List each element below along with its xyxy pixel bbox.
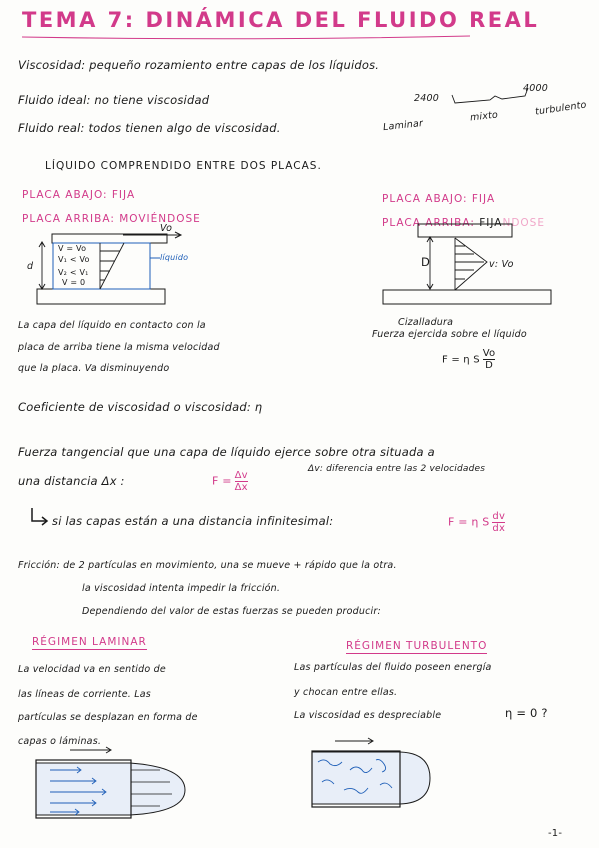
laminar-label: Laminar xyxy=(382,117,424,134)
der-placa-abajo: PLACA ABAJO: FIJA xyxy=(382,193,496,205)
regimen-turbulento-heading: RÉGIMEN TURBULENTO xyxy=(346,640,488,652)
viscosidad-def: Viscosidad: pequeño rozamiento entre capas de los líquidos. xyxy=(18,58,380,72)
fluido-ideal-def: Fluido ideal: no tiene viscosidad xyxy=(18,93,210,107)
fig-izq-d: d xyxy=(27,261,34,272)
laminar-line-3: partículas se desplazan en forma de xyxy=(18,712,198,723)
page-title: TEMA 7: DINÁMICA DEL FLUIDO REAL xyxy=(22,8,540,32)
mixto-label: mixto xyxy=(469,109,499,124)
laminar-line-2: las líneas de corriente. Las xyxy=(18,689,151,700)
capa-line-2: placa de arriba tiene la misma velocidad xyxy=(18,342,220,353)
laminar-line-4: capas o láminas. xyxy=(18,736,102,747)
infinitesimal-text: si las capas están a una distancia infinitesimal: xyxy=(52,514,334,528)
izq-placa-abajo: PLACA ABAJO: FIJA xyxy=(22,189,136,201)
reynolds-4000: 4000 xyxy=(523,83,548,94)
fig-der-D: D xyxy=(421,255,431,269)
turbulento-label: turbulento xyxy=(534,99,588,118)
formula-shear: F = η S $\frac{Vo}{D}$ xyxy=(442,348,496,371)
turbulento-line-3: La viscosidad es despreciable xyxy=(294,710,442,721)
fluido-real-def: Fluido real: todos tienen algo de viscosidad. xyxy=(18,121,281,135)
formula-tangencial: F = $\frac{\Delta v}{\Delta x}$ xyxy=(212,470,248,493)
fig-izq-vo: Vo xyxy=(160,223,173,234)
fig-izq-v3: V₂ < V₁ xyxy=(58,268,89,277)
turbulento-line-2: y chocan entre ellas. xyxy=(294,687,398,698)
formula-infinitesimal: F = η S $\frac{dv}{dx}$ xyxy=(448,511,506,534)
fig-der-v: v: Vo xyxy=(489,259,514,270)
dv-note: Δv: diferencia entre las 2 velocidades xyxy=(308,464,486,474)
laminar-line-1: La velocidad va en sentido de xyxy=(18,664,166,675)
friccion-line-3: Dependiendo del valor de estas fuerzas se pueden producir: xyxy=(82,606,381,617)
turbulento-line-1: Las partículas del fluido poseen energía xyxy=(294,662,492,673)
capa-line-1: La capa del líquido en contacto con la xyxy=(18,320,206,331)
liquido-placas-heading: LÍQUIDO COMPRENDIDO ENTRE DOS PLACAS. xyxy=(45,160,322,172)
capa-line-3: que la placa. Va disminuyendo xyxy=(18,363,170,374)
der-placa-arriba: PLACA ARRIBA: FIJANDOSE xyxy=(382,217,545,229)
fig-izq-liquido: líquido xyxy=(160,253,189,262)
fig-izq-v1: V = Vo xyxy=(58,244,87,253)
regimen-laminar-heading: RÉGIMEN LAMINAR xyxy=(32,636,147,648)
tangencial-line-1: Fuerza tangencial que una capa de líquido ejerce sobre otra situada a xyxy=(18,445,435,459)
page-number: -1- xyxy=(548,828,563,839)
friccion-line-2: la viscosidad intenta impedir la fricción. xyxy=(82,583,281,594)
fig-der-cizalladura: Cizalladura xyxy=(398,317,454,328)
eta-zero: η = 0 ? xyxy=(505,706,548,720)
fig-izq-v4: V = 0 xyxy=(62,278,86,287)
friccion-line-1: Fricción: de 2 partículas en movimiento, una se mueve + rápido que la otra. xyxy=(18,560,397,571)
izq-placa-arriba: PLACA ARRIBA: MOVIÉNDOSE xyxy=(22,213,201,225)
coeficiente-viscosidad: Coeficiente de viscosidad o viscosidad: η xyxy=(18,400,263,414)
fuerza-ejercida: Fuerza ejercida sobre el líquido xyxy=(372,329,527,340)
fig-izq-v2: V₁ < Vo xyxy=(58,255,90,264)
reynolds-2400: 2400 xyxy=(414,93,439,104)
tangencial-line-2: una distancia Δx : xyxy=(18,474,125,488)
